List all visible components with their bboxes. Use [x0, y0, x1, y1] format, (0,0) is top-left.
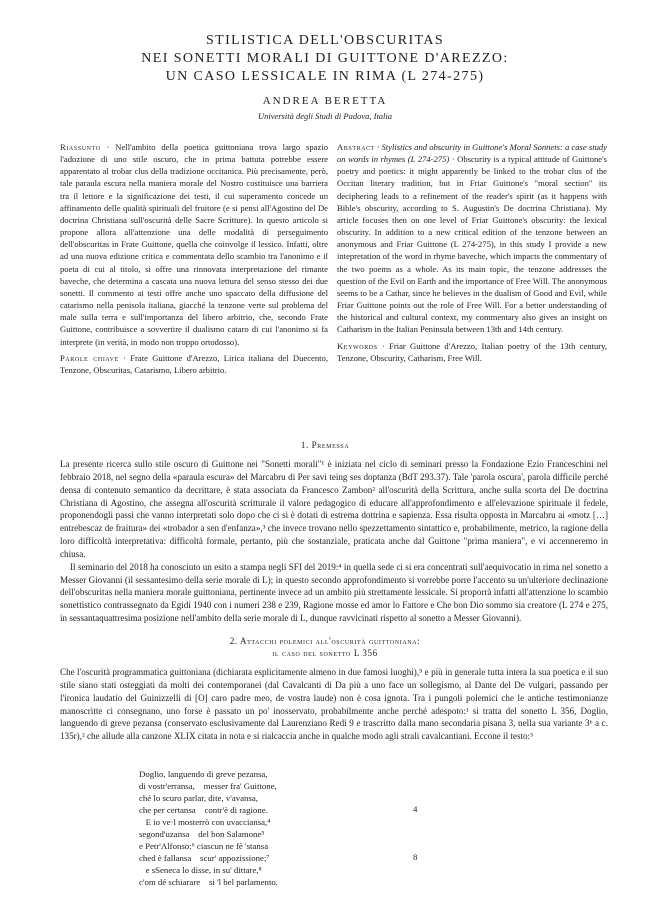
keywords-label: Keywords	[337, 340, 378, 351]
section1-paragraph-1: La presente ricerca sullo stile oscuro di Guittone nei "Sonetti morali"¹ è iniziata nel ciclo di seminari presso la Fondazione Ezio Franceschini nel febbraio 2018, nel segno della «paraula escura» del Marcabru di Per savi teing ses doptanza (BdT 293.37). Tale 'parola oscura', parola difficile perché densa di contenuto semantico da decrittare, è stata associata da Francesco Zambon² all'oscurità della Scrittura, anche sulla scorta del De doctrina Christiana di Agostino, che assegna all'oscurità scritturale il valore pedagogico di educare all'approfondimento e all'elevazione spirituale il fedele, proponendogli passi che vanno interpretati solo dopo che ci si è dotati di estrema dottrina e sapienza. Essa risulta opposta in Marcabru ai «motz […] entrebescaz de fraitura» dei «trobador a sen d'enfanza»,³ che invece trovano nello spezzettamento sintattico e, probabilmente, metrico, la ragione della loro difficoltà interpretativa: difficoltà formale, pertanto, più che sostanziale, praticata anche dal Guittone "prima maniera", e vi accenneremo in chiusa.	[60, 459, 608, 559]
parole-chiave-label: Parole chiave	[60, 352, 119, 363]
sonnet-line: Doglio, languendo di greve pezansa,	[139, 769, 268, 779]
sonnet-line: c'om dé schiarare si 'l bel parlamento.	[139, 877, 278, 888]
author-name: ANDREA BERETTA	[262, 95, 388, 107]
sonnet-line: e Petr'Alfonso:⁶ ciascun ne fè 'stansa	[139, 841, 269, 852]
article-title-line1: STILISTICA DELL'OBSCURITAS	[205, 33, 445, 48]
section2-body	[60, 666, 608, 743]
abstract-paragraph	[337, 141, 607, 336]
section-heading-premessa: 1. Premessa	[300, 440, 350, 450]
section-subheading-sonetto: il caso del sonetto L 356	[272, 648, 378, 658]
riassunto-label: Riassunto	[60, 142, 101, 152]
abstract-text: · Obscurity is a typical attitude of Guittone's poetry and poetics: it might apparently be linked to the trobar clus of the Occitan literary tradition, but in Friar Guittone's "moral section" its deciphering leads to a refinement of the reader's spirit (as it happens with Bible's obscurity, according to S. Augustin's De doctrina Christiana). My article focuses then on one level of Friar Guittone's obscurity: the lexical obscurity. In addition to a new critical edition of the tenzone between an anonymous and Friar Guittone (L 274-275), in this study I provide a new intepretation of the word in rhyme baveche, which impacts the commentary of the two poems as a whole. As its main topic, the tenzone addresses the question of the Evil on Earth and the importance of Free Will. The anonymous seems to be a Cathar, since he believes in the dualism of Good and Evil, while Friar Guittone points out the role of Free Will. For a better understanding of the historical and cultural context, my commentary also gives an insight on Catharism in the Italian Peninsula between 13th and 14th century.	[337, 154, 607, 335]
parole-chiave-text: · Frate Guittone d'Arezzo, Lirica italiana del Duecento, Tenzone, Obscuritas, Catarismo, Libero arbitrio.	[60, 352, 328, 375]
abstract-label: Abstract	[337, 142, 376, 152]
line-number: 4	[413, 804, 418, 814]
parole-chiave-paragraph	[60, 352, 328, 376]
sonnet-line: ched è fallansa scur' appozissione;⁷	[139, 853, 270, 864]
riassunto-paragraph	[60, 141, 328, 348]
section-heading-attacchi: 2. Attacchi polemici all'oscurità guittoniana:	[229, 636, 421, 646]
abstract-title: · Stylistics and obscurity in Guittone's Moral Sonnets: a case study on words in rhymes (L 274-275)	[337, 142, 607, 165]
sonnet-line: E io ve·l mosterrò con uvacciansa,⁴	[139, 817, 271, 828]
article-title-line2: NEI SONETTI MORALI DI GUITTONE D'AREZZO:	[141, 51, 509, 66]
section2-paragraph-1: Che l'oscurità programmatica guittoniana (dichiarata esplicitamente almeno in due famosi luoghi),⁵ e più in generale tutta intera la sua poetica e il suo stile siano stati osteggiati da molti dei contemporanei (dal Cavalcanti di Da più a uno face un sollegismo, al Dante del De vulgari, passando per l'ironica laudatio del Guinizzelli di [O] caro padre meo, de vostra laude) non è cosa ignota. Tra i pungoli polemici che le antiche testimonianze manoscritte ci consegnano, uno forse è passato un po' inosservato, probabilmente anche perché adespoto:¹ si tratta del sonetto L 356, Doglio, languendo di greve pezansa (conservato esclusivamente dal Laurenziano Redi 9 e trascritto dalla mano secondaria pisana 3, nella sua variante 3ᵇ a c. 135r),² che allude alla canzone XLIX citata in nota e si rialcaccia anche in qualche modo agli strali cavalcantiani. Eccone il testo:³	[60, 667, 608, 742]
riassunto-column	[60, 141, 328, 376]
riassunto-text: · Nell'ambito della poetica guittoniana trova largo spazio l'adozione di uno stile oscuro, che in prima battuta potrebbe essere apparentato al trobar clus della tradizione occitanica. Più precisamente, però, tale paraula escura nella maniera morale del Nostro costituisce una barriera tra il lettore e la significazione dei testi, il cui superamento concede un affinamento delle qualità spirituali del fruitore (e si pensi all'Agostino del De doctrina Christiana sull'oscurità delle Sacre Scritture). In questo articolo si propone allora all'attenzione una delle modalità di perseguimento dell'obscuritas in Frate Guittone, quella che coinvolge il lessico. Infatti, oltre ad una nuova edizione critica e commentata dello scambio tra l'anonimo e il poeta di cui al titolo, si offre una rinnovata interpretazione del rimante baveche, che determina a cascata una nuova lettura del senso stesso dei due sonetti. Il commento ai testi offre anche uno spaccato della diffusione del catarismo nella penisola italiana, giacché la tenzone verte sul problema del male sulla terra e sull'importanza del libero arbitrio, che, secondo Frate Guittone, contribuisce a sovvertire il dualismo cataro di cui l'anonimo si fa interprete (in verità, in modo non troppo ortodosso).	[60, 142, 328, 347]
sonnet-text	[139, 768, 278, 888]
article-title-line3: UN CASO LESSICALE IN RIMA (L 274-275)	[165, 69, 485, 84]
section1-paragraph-2: Il seminario del 2018 ha conosciuto un esito a stampa negli SFI del 2019:⁴ in quella sede ci si era concentrati sull'aequivocatio in rima nel sonetto a Messer Giovanni (il sessantesimo della serie morale di L); in questo secondo approfondimento si vorrebbe porre l'accento su un'ulteriore declinazione dell'obscuritas nella maniera morale guittoniana, pertinente invece ad un ambito più strettamente lessicale. Si proporrà infatti all'attenzione lo scambio sonettistico contrassegnato da Egidi 1940 con i numeri 238 e 239, Ragione mosse ed amor lo Fattore e Che bon Dio sommo sia creatore (L 274 e 275, in sessantaquattresima posizione nell'ambito della serie morale di L, dunque ravvicinati rispetto al sonetto a Messer Giovanni).	[60, 561, 608, 624]
author-affiliation: Università degli Studi di Padova, Italia	[257, 111, 393, 121]
keywords-paragraph	[337, 340, 607, 364]
sonnet-line: che per certansa contr'è di ragione.	[139, 805, 268, 816]
sonnet-line: e sSeneca lo disse, in su' dittare,⁸	[139, 865, 262, 876]
sonnet-line: ché lo scuro parlar, dite, v'avansa,	[139, 793, 258, 804]
section1-body	[60, 458, 608, 625]
sonnet-line: segond'uzansa del bon Salamone⁵	[139, 829, 265, 840]
abstract-column	[337, 141, 607, 364]
line-number: 8	[413, 852, 418, 862]
sonnet-line: di vostr'erransa, messer fra' Guittone,	[139, 781, 277, 792]
keywords-text: · Friar Guittone d'Arezzo, Italian poetry of the 13th century, Tenzone, Obscurity, Catharism, Free Will.	[337, 340, 607, 363]
